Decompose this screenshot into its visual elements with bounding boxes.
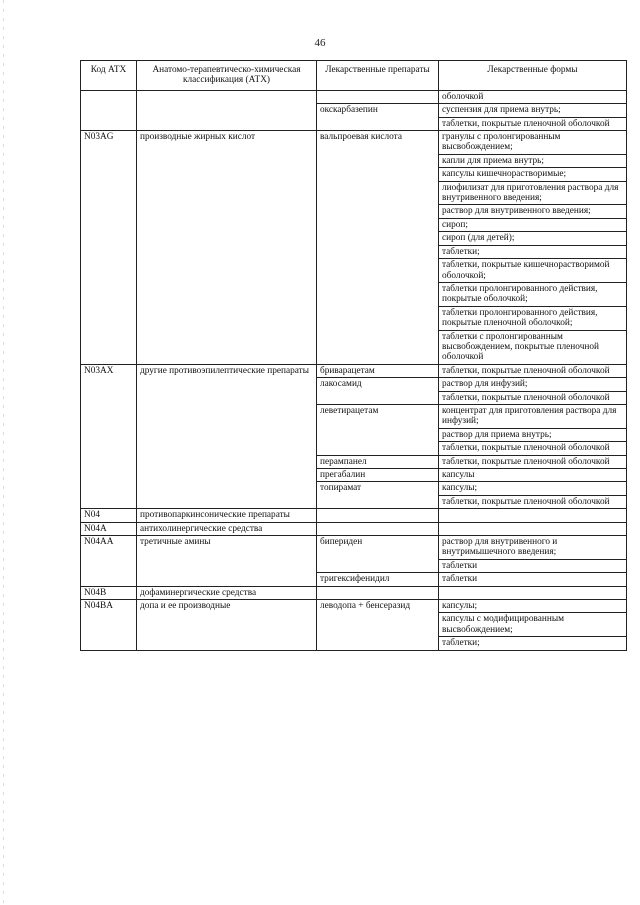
table-header-row (81, 61, 627, 91)
dosage-form-cell: таблетки, покрытые пленочной оболочкой (439, 117, 627, 130)
dosage-form-cell: капсулы кишечнорастворимые; (439, 168, 627, 181)
dosage-form-cell: сироп (для детей); (439, 232, 627, 245)
drug-name-cell: леветирацетам (317, 404, 439, 455)
dosage-form-cell: таблетки, покрытые пленочной оболочкой (439, 495, 627, 508)
dosage-form-cell: сироп; (439, 218, 627, 231)
table-row (81, 522, 627, 535)
drug-name-cell: тригексифенидил (317, 573, 439, 586)
dosage-form-cell: капсулы с модифицированным высвобождением; (439, 613, 627, 637)
atx-code-cell: N04B (81, 586, 137, 599)
atx-code-cell: N04BA (81, 600, 137, 651)
atx-classification-cell: другие противоэпилептические препараты (137, 364, 317, 508)
dosage-form-cell: таблетки (439, 559, 627, 572)
table-row (81, 600, 627, 613)
atx-classification-cell: дофаминергические средства (137, 586, 317, 599)
dosage-form-cell: таблетки, покрытые пленочной оболочкой (439, 364, 627, 377)
dosage-form-cell: суспензия для приема внутрь; (439, 104, 627, 117)
atx-code-cell: N04 (81, 509, 137, 522)
dosage-form-cell: таблетки пролонгированного действия, покрытые оболочкой; (439, 282, 627, 306)
atx-code-cell: N03AX (81, 364, 137, 508)
dosage-form-cell: таблетки; (439, 245, 627, 258)
dosage-form-cell: капсулы; (439, 600, 627, 613)
dosage-form-cell: концентрат для приготовления раствора для инфузий; (439, 404, 627, 428)
dosage-form-cell: раствор для внутривенного введения; (439, 205, 627, 218)
scan-left-edge (3, 0, 4, 905)
drug-name-cell (317, 90, 439, 103)
drug-name-cell: леводопа + бенсеразид (317, 600, 439, 651)
table-row (81, 536, 627, 560)
header-code: Код АТХ (81, 61, 137, 91)
dosage-form-cell: таблетки пролонгированного действия, покрытые пленочной оболочкой; (439, 306, 627, 330)
table-row (81, 586, 627, 599)
dosage-form-cell: таблетки, покрытые пленочной оболочкой (439, 391, 627, 404)
header-classification: Анатомо-терапевтическо-химическая классификация (АТХ) (137, 61, 317, 91)
atx-table (80, 60, 627, 651)
dosage-form-cell: гранулы с пролонгированным высвобождением; (439, 131, 627, 155)
dosage-form-cell: капсулы; (439, 482, 627, 495)
dosage-form-cell: таблетки, покрытые кишечнорастворимой оболочкой; (439, 259, 627, 283)
atx-classification-cell: производные жирных кислот (137, 131, 317, 365)
page-number: 46 (314, 37, 326, 49)
atx-classification-cell (137, 90, 317, 130)
dosage-form-cell: таблетки; (439, 637, 627, 650)
dosage-form-cell: лиофилизат для приготовления раствора для внутривенного введения; (439, 181, 627, 205)
atx-code-cell: N03AG (81, 131, 137, 365)
drug-name-cell: бипериден (317, 536, 439, 573)
dosage-form-cell: таблетки, покрытые пленочной оболочкой (439, 442, 627, 455)
header-forms: Лекарственные формы (439, 61, 627, 91)
dosage-form-cell: таблетки (439, 573, 627, 586)
dosage-form-cell: таблетки, покрытые пленочной оболочкой (439, 455, 627, 468)
drug-name-cell: перампанел (317, 455, 439, 468)
drug-name-cell: лакосамид (317, 378, 439, 405)
table-row (81, 364, 627, 377)
drug-name-cell (317, 509, 439, 522)
dosage-form-cell: капли для приема внутрь; (439, 154, 627, 167)
drug-name-cell: топирамат (317, 482, 439, 509)
header-drugs: Лекарственные препараты (317, 61, 439, 91)
drug-name-cell: вальпроевая кислота (317, 131, 439, 365)
drug-name-cell (317, 522, 439, 535)
dosage-form-cell (439, 522, 627, 535)
atx-classification-cell: антихолинергические средства (137, 522, 317, 535)
atx-code-cell: N04AA (81, 536, 137, 587)
dosage-form-cell: таблетки с пролонгированным высвобождением, покрытые пленочной оболочкой (439, 330, 627, 364)
atx-classification-cell: третичные амины (137, 536, 317, 587)
dosage-form-cell: раствор для инфузий; (439, 378, 627, 391)
atx-code-cell: N04A (81, 522, 137, 535)
drug-name-cell: окскарбазепин (317, 104, 439, 131)
drug-name-cell (317, 586, 439, 599)
dosage-form-cell (439, 586, 627, 599)
drug-name-cell: прегабалин (317, 469, 439, 482)
dosage-form-cell (439, 509, 627, 522)
table-row (81, 509, 627, 522)
dosage-form-cell: капсулы (439, 469, 627, 482)
table-row (81, 131, 627, 155)
atx-classification-cell: допа и ее производные (137, 600, 317, 651)
drug-name-cell: бриварацетам (317, 364, 439, 377)
dosage-form-cell: раствор для приема внутрь; (439, 428, 627, 441)
table-row (81, 90, 627, 103)
dosage-form-cell: оболочкой (439, 90, 627, 103)
atx-code-cell (81, 90, 137, 130)
atx-classification-cell: противопаркинсонические препараты (137, 509, 317, 522)
dosage-form-cell: раствор для внутривенного и внутримышечного введения; (439, 536, 627, 560)
table-body (81, 90, 627, 650)
